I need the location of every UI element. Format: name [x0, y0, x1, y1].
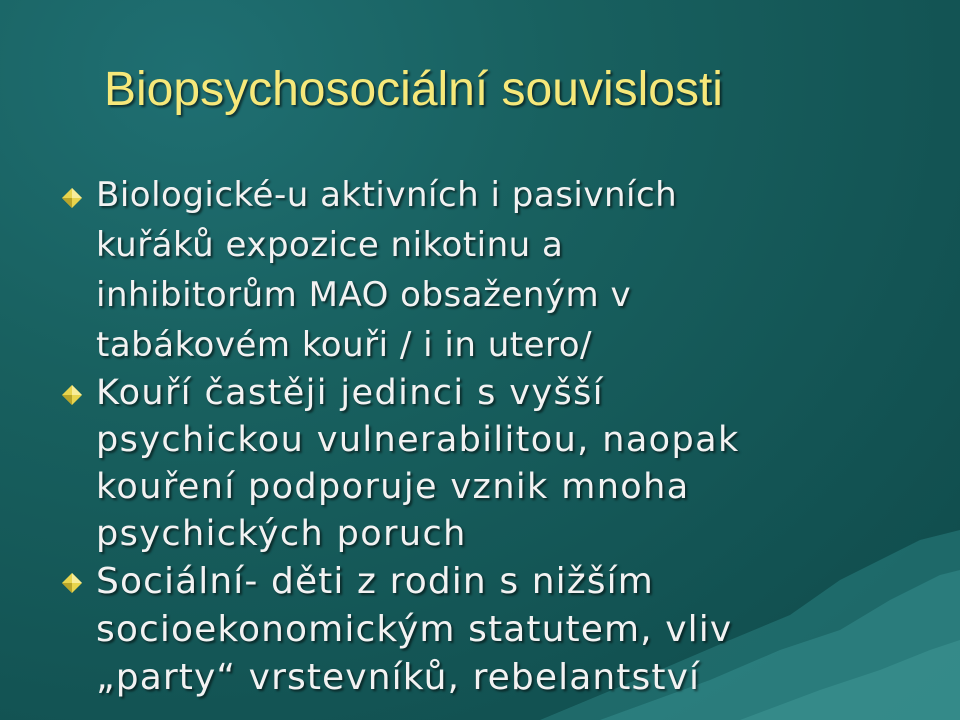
- slide-title: Biopsychosociální souvislosti: [104, 63, 723, 116]
- bullet-line: „party“ vrstevníků, rebelantství: [96, 657, 701, 698]
- bullet-social: [60, 558, 920, 702]
- bullet-line: psychických poruch: [96, 514, 467, 554]
- bullet-line: tabákovém kouři / i in utero/: [96, 325, 592, 365]
- bullet-line: psychickou vulnerabilitou, naopak: [96, 420, 740, 460]
- diamond-bullet-icon: [60, 186, 84, 210]
- diamond-bullet-icon: [60, 571, 84, 595]
- bullet-line: Kouří častěji jedinci s vyšší: [96, 373, 604, 413]
- bullet-line: Sociální- děti z rodin s nižším: [96, 561, 654, 602]
- diamond-bullet-icon: [60, 383, 84, 407]
- bullet-psychological: [60, 370, 920, 558]
- bullet-line: socioekonomickým statutem, vliv: [96, 609, 733, 650]
- bullet-line: kouření podporuje vznik mnoha: [96, 467, 690, 507]
- bullet-biological: [60, 170, 920, 370]
- bullet-list: [60, 170, 920, 702]
- bullet-line: Biologické-u aktivních i pasivních: [96, 175, 678, 215]
- bullet-line: inhibitorům MAO obsaženým v: [96, 275, 632, 315]
- bullet-line: kuřáků expozice nikotinu a: [96, 225, 564, 265]
